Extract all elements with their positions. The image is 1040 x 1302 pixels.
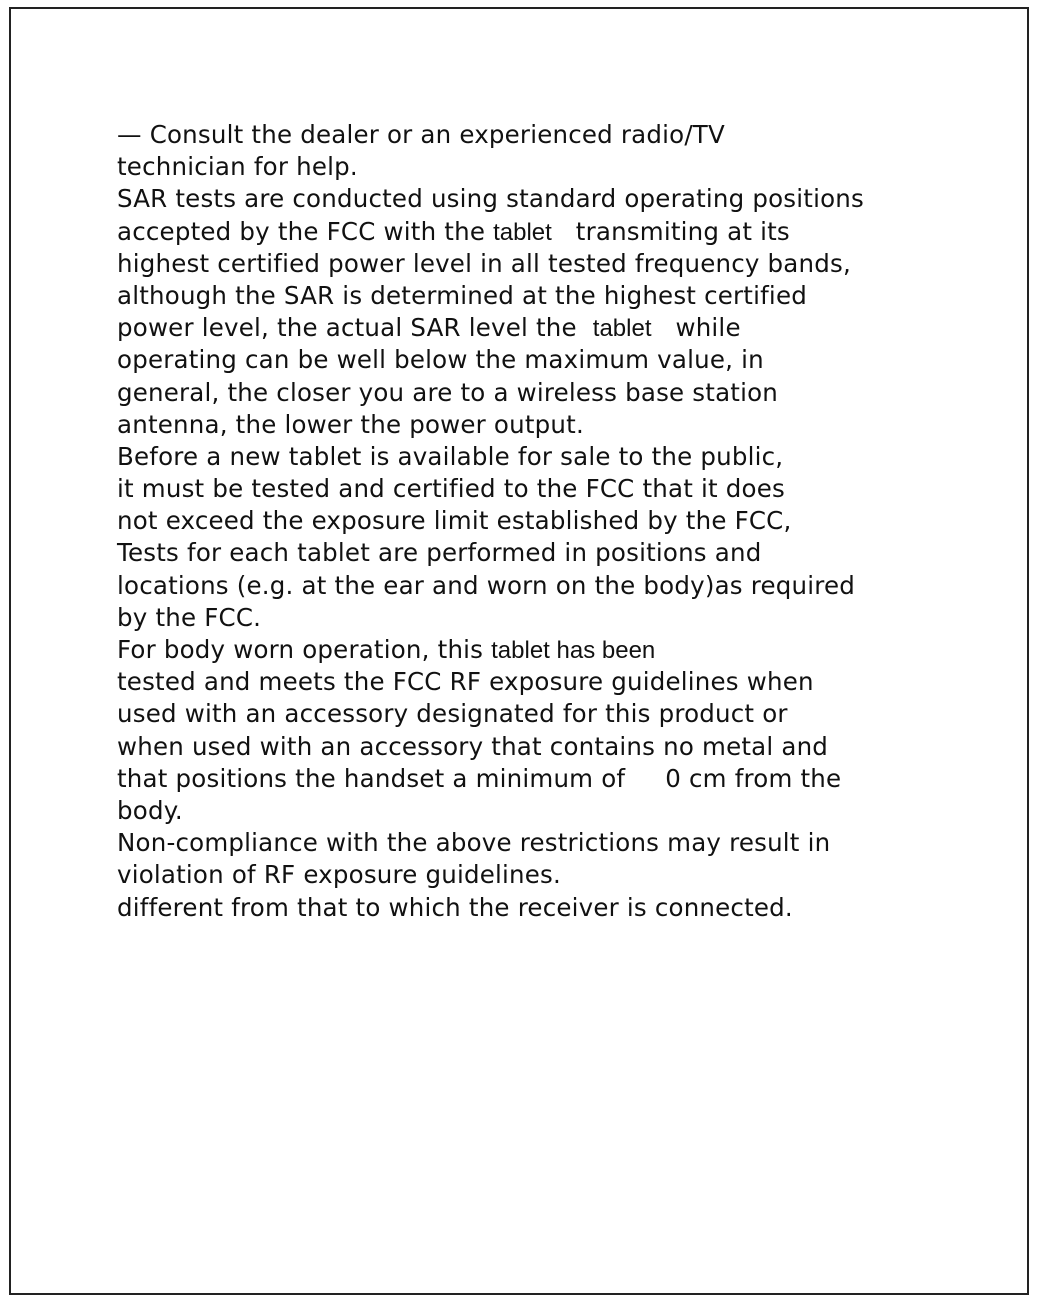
text-line: different from that to which the receiver is connected. [117, 892, 793, 922]
line-segment: accepted by the FCC with the [117, 216, 494, 246]
page-frame [9, 7, 1029, 1295]
text-line: SAR tests are conducted using standard operating positions [117, 184, 864, 214]
text-line: not exceed the exposure limit established by the FCC, [117, 506, 792, 536]
text-line: although the SAR is determined at the highest certified [117, 280, 807, 310]
text-line: locations (e.g. at the ear and worn on the body)as required [117, 570, 855, 600]
text-line [117, 216, 997, 248]
line-segment: power level, the actual SAR level the [117, 313, 593, 343]
text-line: that positions the handset a minimum of 0 cm from the [117, 763, 842, 793]
inserted-word: tablet [592, 315, 652, 343]
text-line: tested and meets the FCC RF exposure guidelines when [117, 667, 814, 697]
inserted-word: tablet [493, 218, 552, 246]
text-line: Tests for each tablet are performed in positions and [117, 538, 762, 568]
text-line: general, the closer you are to a wireless base station [117, 377, 779, 407]
text-line: Non-compliance with the above restrictions may result in [117, 828, 831, 858]
text-line [117, 634, 997, 666]
text-line: by the FCC. [117, 602, 262, 632]
line-segment: transmiting at its [551, 216, 790, 246]
document-body [117, 119, 997, 924]
text-line: operating can be well below the maximum value, in [117, 345, 764, 375]
text-line: — Consult the dealer or an experienced radio/TV [117, 120, 725, 149]
text-line: antenna, the lower the power output. [117, 409, 584, 439]
text-line: highest certified power level in all tested frequency bands, [117, 248, 851, 278]
text-line: when used with an accessory that contains no metal and [117, 731, 829, 761]
text-line: violation of RF exposure guidelines. [117, 860, 561, 890]
text-line: it must be tested and certified to the FCC that it does [117, 474, 785, 504]
text-line: body. [117, 795, 183, 825]
inserted-word: tablet has been [491, 637, 656, 664]
line-segment: while [651, 313, 741, 343]
line-segment: For body worn operation, this [117, 635, 492, 664]
text-line: used with an accessory designated for this product or [117, 699, 788, 729]
text-line: Before a new tablet is available for sale to the public, [117, 441, 784, 471]
text-line [117, 312, 997, 344]
text-line: technician for help. [117, 152, 358, 182]
